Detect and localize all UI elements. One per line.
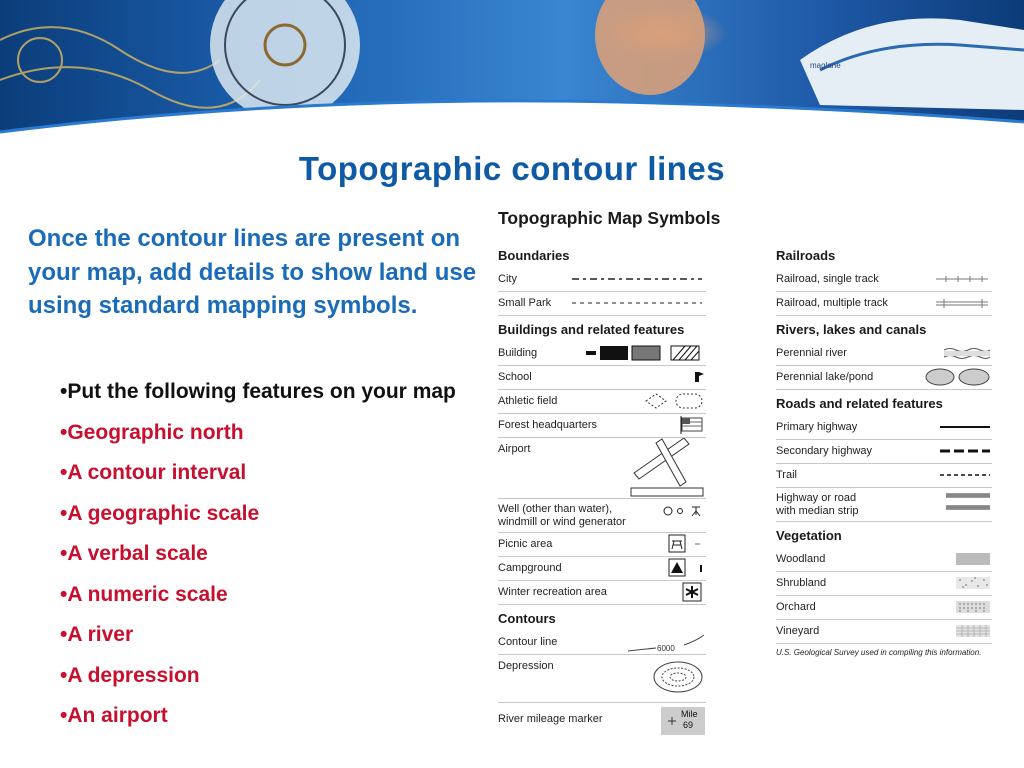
- legend-row-rail-single: Railroad, single track: [776, 268, 992, 292]
- building-symbol: [576, 342, 706, 365]
- section-roads: Roads and related features: [776, 396, 943, 411]
- usgs-credit-note: U.S. Geological Survey used in compiling this information.: [776, 648, 982, 657]
- section-contours: Contours: [498, 611, 556, 626]
- legend-row-school: School: [498, 366, 706, 390]
- legend-row-orchard: Orchard: [776, 596, 992, 620]
- depression-symbol: [650, 655, 706, 702]
- bullet-item: •Put the following features on your map: [60, 380, 456, 403]
- orchard-swatch: [952, 596, 992, 619]
- legend-row-winter-recreation: Winter recreation area: [498, 581, 706, 605]
- banner-artwork: [0, 0, 1024, 140]
- section-buildings: Buildings and related features: [498, 322, 685, 337]
- legend-row-perennial-river: Perennial river: [776, 342, 992, 366]
- bullet-item: •A verbal scale: [60, 542, 208, 565]
- trail-symbol: [936, 464, 992, 487]
- primary-highway-symbol: [936, 416, 992, 439]
- legend-row-median-highway: Highway or road with median strip: [776, 488, 992, 522]
- legend-row-trail: Trail: [776, 464, 992, 488]
- woodland-swatch: [952, 548, 992, 571]
- well-windmill-icon: [656, 499, 706, 532]
- lake-symbol: [922, 366, 992, 389]
- shrubland-swatch: [952, 572, 992, 595]
- athletic-field-symbol: [636, 390, 706, 413]
- legend-row-building: Building: [498, 342, 706, 366]
- bullet-item: •A geographic scale: [60, 501, 260, 525]
- section-rivers: Rivers, lakes and canals: [776, 322, 927, 337]
- legend-row-secondary-highway: Secondary highway: [776, 440, 992, 464]
- city-boundary-symbol: [566, 268, 706, 291]
- legend-row-shrubland: Shrubland: [776, 572, 992, 596]
- contour-line-symbol: [626, 631, 706, 654]
- feature-bullet-list: [60, 376, 460, 741]
- airport-runway-symbol: [626, 438, 706, 498]
- intro-paragraph: Once the contour lines are present on your map, add details to show land use using standard mapping symbols.: [28, 225, 477, 319]
- rail-multiple-symbol: [932, 292, 992, 315]
- section-boundaries: Boundaries: [498, 248, 570, 263]
- rail-single-symbol: [932, 268, 992, 291]
- map-symbols-legend: [490, 200, 1000, 745]
- tent-icon: [666, 557, 706, 580]
- legend-row-small-park: Small Park: [498, 292, 706, 316]
- mile-marker-symbol: [660, 703, 706, 739]
- legend-row-primary-highway: Primary highway: [776, 416, 992, 440]
- section-railroads: Railroads: [776, 248, 836, 263]
- legend-row-forest-hq: Forest headquarters: [498, 414, 706, 438]
- river-symbol: [940, 342, 992, 365]
- legend-row-airport: Airport: [498, 438, 706, 499]
- legend-right-column: [776, 246, 992, 657]
- legend-row-well: Well (other than water), windmill or wind generator: [498, 499, 706, 533]
- school-flag-icon: [686, 366, 706, 389]
- legend-row-vineyard: Vineyard: [776, 620, 992, 644]
- vineyard-swatch: [952, 620, 992, 643]
- section-vegetation: Vegetation: [776, 528, 842, 543]
- bullet-item: •A numeric scale: [60, 582, 228, 606]
- bullet-item: •A depression: [60, 663, 200, 687]
- snowflake-icon: [680, 581, 706, 604]
- legend-row-perennial-lake: Perennial lake/pond: [776, 366, 992, 390]
- legend-left-column: [498, 246, 706, 739]
- us-flag-icon: [676, 414, 706, 437]
- bullet-item: •An airport: [60, 704, 168, 727]
- picnic-table-icon: [666, 533, 706, 556]
- legend-row-rail-multiple: Railroad, multiple track: [776, 292, 992, 316]
- park-boundary-symbol: [566, 292, 706, 315]
- svg-text:Mile: Mile: [681, 709, 698, 719]
- svg-text:69: 69: [683, 720, 694, 730]
- legend-title: Topographic Map Symbols: [498, 208, 721, 228]
- legend-row-campground: Campground: [498, 557, 706, 581]
- legend-row-city: City: [498, 268, 706, 292]
- legend-row-contour-line: Contour line 6000: [498, 631, 706, 655]
- legend-row-woodland: Woodland: [776, 548, 992, 572]
- bullet-item: •A contour interval: [60, 461, 247, 484]
- bullet-item: •A river: [60, 623, 134, 646]
- legend-row-picnic: Picnic area: [498, 533, 706, 557]
- secondary-highway-symbol: [936, 440, 992, 463]
- slide-title: Topographic contour lines: [298, 150, 726, 187]
- legend-row-athletic-field: Athletic field: [498, 390, 706, 414]
- header-banner: [0, 0, 1024, 140]
- svg-text:6000: 6000: [657, 644, 675, 653]
- legend-row-river-mileage: River mileage marker Mile 69: [498, 703, 706, 739]
- svg-text:maglane: maglane: [810, 61, 841, 70]
- median-highway-symbol: [936, 488, 992, 521]
- legend-row-depression: Depression: [498, 655, 706, 703]
- bullet-item: •Geographic north: [60, 420, 244, 444]
